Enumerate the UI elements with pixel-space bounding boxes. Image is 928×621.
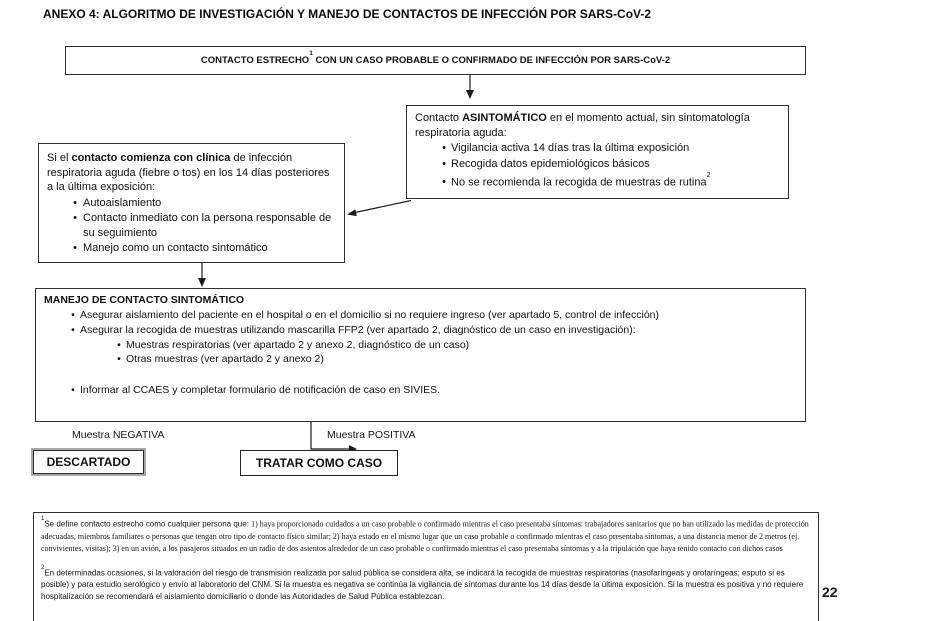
list-item: • Informar al CCAES y completar formulario de notificación de caso en SIVIES. [44, 384, 797, 398]
bullet-icon: • [73, 196, 77, 209]
bullet-icon: • [442, 157, 446, 170]
negative-sample-label: Muestra NEGATIVA [72, 429, 165, 441]
close-contact-text: CONTACTO ESTRECHO$^1$ CON UN CASO PROBABLE O CONFIRMADO DE INFECCIÓN POR SARS-CoV-2 [200, 49, 671, 66]
positive-sample-label: Muestra POSITIVA [327, 429, 416, 441]
footnote-2: $^2$En determinadas ocasiones, si la valoración del riesgo de transmisión realizada por salud pública se considera alta, se indicará la recogida de muestras respiratorias (nasofaríngeas y orofaríngeas; esputo si es posible) y para estudio serológico y envío al laboratorio del CNM. Si la muestra es negativa se continúa la vigilancia de síntomas durante los 14 días desde la última exposición. Si la muestra es positiva y no requiere hospitalización se recomendará el aislamiento domiciliario o donde las Autoridades de Salud Pública establezcan. [41, 564, 804, 602]
footnote-1-marker: 1 [41, 516, 45, 522]
list-item: • Asegurar la recogida de muestras utilizando mascarilla FFP2 (ver apartado 2, diagnóstico de un caso en investigación): [44, 324, 797, 338]
symptom-onset-box [38, 143, 345, 263]
bullet-icon: • [73, 212, 77, 225]
management-box-title: MANEJO DE CONTACTO SINTOMÁTICO [44, 294, 245, 306]
footnotes-panel [33, 512, 819, 621]
treat-as-case-box: TRATAR COMO CASO [240, 450, 398, 476]
bullet-icon: • [117, 353, 121, 366]
asymptomatic-intro: Contacto ASINTOMÁTICO en el momento actual, sin sintomatología respiratoria aguda: [415, 112, 750, 139]
close-contact-box [65, 46, 806, 75]
list-item: • Manejo como un contacto sintomático [47, 241, 336, 256]
discarded-box: DESCARTADO [33, 450, 144, 474]
bullet-icon: • [73, 242, 77, 255]
list-subitem: • Muestras respiratorias (ver apartado 2 y anexo 2, diagnóstico de un caso) [44, 339, 797, 353]
bullet-icon: • [442, 142, 446, 155]
footnote-1: $^1$Se define contacto estrecho como cualquier persona que: 1) haya proporcionado cuidados a un caso probable o confirmado mientras el caso presentaba síntomas: trabajadores sanitarios que no han utilizado las medidas de protección adecuadas, miembros familiares o personas que tengan otro tipo de contacto físico similar; 2) haya estado en el mismo lugar que un caso probable o confirmado mientras el caso presentaba síntomas, a una distancia menor de 2 metros (ej. convivientes, visitas); 3) en un avión, a los pasajeros situados en un radio de dos asientos alrededor de un caso probable o confirmado mientras el caso presentaba síntomas y a la tripulación que haya tenido contacto con dichos casos [41, 516, 809, 553]
list-item: • No se recomienda la recogida de muestras de rutina$^2$ [415, 175, 780, 190]
list-item: • Contacto inmediato con la persona responsable de su seguimiento [47, 211, 336, 240]
footnote-ref-2: 2 [706, 172, 711, 180]
page-number: 22 [822, 584, 838, 600]
footnote-ref-1: 1 [309, 49, 313, 57]
list-subitem: • Otras muestras (ver apartado 2 y anexo 2) [44, 353, 797, 367]
bullet-icon: • [71, 323, 75, 336]
bullet-icon: • [442, 176, 446, 189]
page-title: ANEXO 4: ALGORITMO DE INVESTIGACIÓN Y MANEJO DE CONTACTOS DE INFECCIÓN POR SARS-CoV-2 [43, 7, 652, 21]
symptomatic-management-box [35, 288, 806, 422]
list-item: • Asegurar aislamiento del paciente en el hospital o en el domicilio si no requiere ingreso (ver apartado 5, control de infección) [44, 309, 797, 323]
asymptomatic-contact-box [406, 105, 789, 199]
list-item: • Autoaislamiento [47, 196, 336, 211]
bullet-icon: • [71, 308, 75, 321]
symptom-onset-intro: Si el contacto comienza con clínica de infección respiratoria aguda (fiebre o tos) en los 14 días posteriores a la última exposición: [47, 152, 330, 194]
list-item: • Recogida datos epidemiológicos básicos [415, 157, 780, 172]
bullet-icon: • [71, 384, 75, 397]
list-item: • Vigilancia activa 14 días tras la última exposición [415, 141, 780, 156]
bullet-icon: • [117, 338, 121, 351]
footnote-2-marker: 2 [41, 564, 45, 571]
